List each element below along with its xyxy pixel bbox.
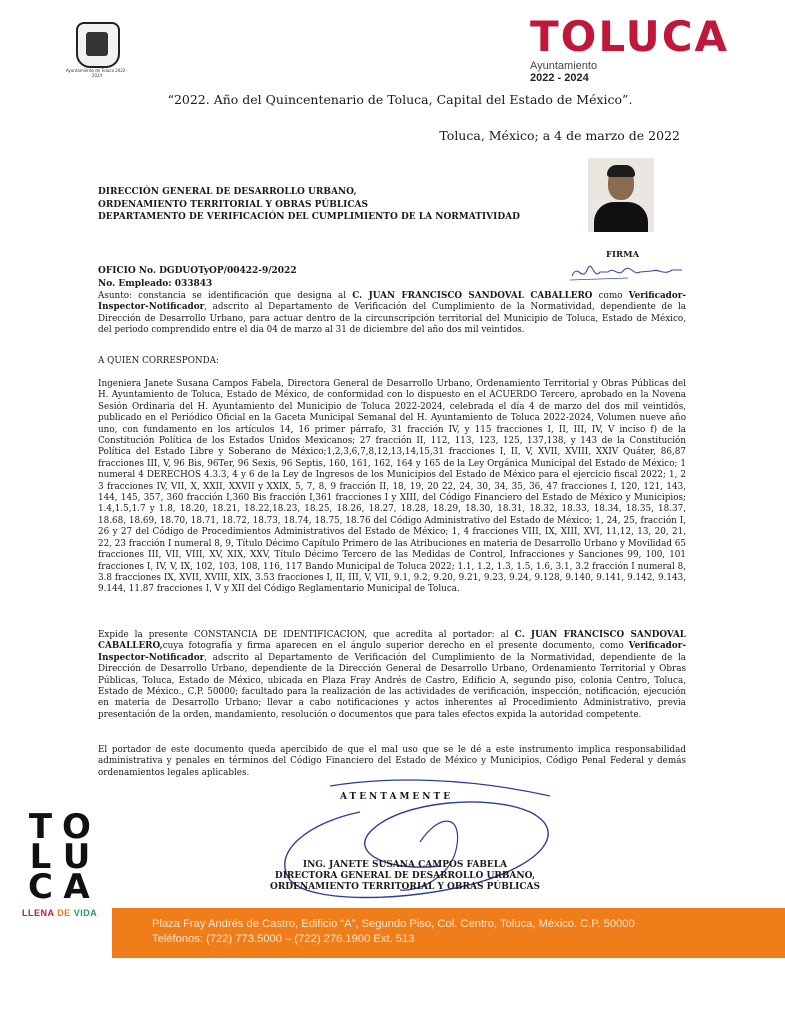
footer-contact-text (152, 917, 635, 947)
state-seal-logo (62, 20, 132, 80)
logo-letter: A (63, 867, 89, 907)
footer-phones: Teléfonos: (722) 773.5000 – (722) 276.1900 Ext. 513 (152, 933, 415, 945)
place-and-date: Toluca, México; a 4 de marzo de 2022 (439, 128, 680, 143)
department-line-3: DEPARTAMENTO DE VERIFICACIÓN DEL CUMPLIMIENTO DE LA NORMATIVIDAD (98, 212, 520, 222)
brand-word: TOLUCA (530, 12, 730, 61)
asunto-holder-name: C. JUAN FRANCISCO SANDOVAL CABALLERO (352, 291, 593, 301)
year-motto: “2022. Año del Quincentenario de Toluca, Capital del Estado de México”. (167, 92, 633, 107)
toluca-brand-logo (530, 12, 730, 84)
logo-letter: C (28, 867, 52, 907)
firma-label: FIRMA (606, 250, 640, 260)
asunto-text-c: , adscrito al Departamento de Verificación del Cumplimiento de la Normatividad, dependiente de la Dirección de Desarrollo Urbano, para actuar dentro de la circunscripción territorial del Municipio de Toluca, Estado de México, del periodo comprendido entre el día 04 de marzo al 31 de diciembre del año dos mil veintidos. (98, 302, 686, 336)
logo-tagline (22, 908, 108, 918)
logo-letter: T (28, 807, 52, 847)
id-photo (588, 158, 654, 232)
warning-paragraph: El portador de este documento queda apercibido de que el mal uso que se le dé a este instrumento implica responsabilidad administrativa y penales en términos del Código Financiero del Estado de México y Municipios, Código Penal Federal y demás ordenamientos legales aplicables. (98, 745, 686, 778)
signatory-block (250, 860, 560, 893)
salutation: A QUIEN CORRESPONDA: (98, 356, 220, 366)
signatory-name: ING. JANETE SUSANA CAMPOS FABELA (302, 860, 508, 870)
logo-letter: U (62, 837, 90, 877)
brand-years: 2022 - 2024 (530, 72, 589, 84)
brand-subtitle: Ayuntamiento (530, 60, 598, 72)
tagline-word-3: VIDA (73, 908, 98, 918)
tagline-word-2: DE (57, 908, 71, 918)
oficio-number: OFICIO No. DGDUOTyOP/00422-9/2022 (98, 266, 297, 276)
signatory-title-2: ORDENAMIENTO TERRITORIAL Y OBRAS PÚBLICAS (269, 882, 541, 892)
seal-caption: Ayuntamiento de Toluca 2022 - 2024 (65, 68, 129, 78)
asunto-paragraph (98, 291, 686, 337)
expide-text-a: Expide la presente CONSTANCIA DE IDENTIFICACION, que acredita al portador: al (98, 630, 515, 640)
department-line-2: ORDENAMIENTO TERRITORIAL Y OBRAS PÚBLICAS (98, 199, 369, 210)
closing-word: ATENTAMENTE (340, 792, 454, 802)
tagline-word-1: LLENA (22, 908, 55, 918)
coat-of-arms-icon (76, 22, 120, 68)
asunto-text-b: como (592, 291, 629, 301)
logo-letter: L (29, 837, 51, 877)
toluca-footer-logo (22, 807, 108, 918)
expide-paragraph (98, 630, 686, 721)
logo-letter: O (62, 807, 90, 847)
expide-holder-name: C. JUAN FRANCISCO SANDOVAL CABALLERO, (98, 630, 686, 652)
holder-signature-icon (568, 258, 686, 284)
footer-contact-bar (112, 908, 785, 958)
footer-address: Plaza Fray Andrés de Castro, Edificio “A”, Segundo Piso, Col. Centro, Toluca, México. C.P. 50000 (152, 918, 635, 930)
signatory-title-1: DIRECTORA GENERAL DE DESARROLLO URBANO, (274, 871, 536, 881)
employee-number: No. Empleado: 033843 (98, 279, 213, 289)
department-heading (98, 186, 520, 224)
asunto-role: Verificador-Inspector-Notificador (98, 291, 686, 313)
department-line-1: DIRECCIÓN GENERAL DE DESARROLLO URBANO, (98, 187, 357, 197)
legal-basis-paragraph: Ingeniera Janete Susana Campos Fabela, Directora General de Desarrollo Urbano, Ordenamiento Territorial y Obras Públicas del H. Ayuntamiento de Toluca, Estado de México, de conformidad con lo dispuesto en el ACUERDO Tercero, aprobado en la Novena Sesión Ordinaria del H. Ayuntamiento del Municipio de Toluca 2022-2024, celebrada el día 4 de marzo del dos mil veintidós, publicado en el Periódico Oficial en la Gaceta Municipal Semanal del H. Ayuntamiento de Toluca 2022-2024, Volumen nueve año uno, con fundamento en los artículos 14, 16 primer párrafo, 31 fracción IV, y 115 fracciones I, II, III, IV, V inciso f) de la Constitución Política de los Estados Unidos Mexicanos; 27 fracción II, 112, 113, 123, 125, 137,138, y 143 de la Constitución Política del Estado Libre y Soberano de México;1,2,3,6,7,8,12,13,14,15,31 fracciones I, II, V, XVII, XVIII, XXIV Quáter, 86,87 fracciones III, V, 96 Bis, 96Ter, 96 Sexis, 96 Septis, 160, 161, 162, 164 y 165 de la Ley Orgánica Municipal del Estado de México; 1 numeral 4 DERECHOS 4.3.3, 4 y 6 de la Ley de Ingresos de los Municipios del Estado de México para el ejercicio fiscal 2022; 1, 2 3 fracciones IV, VII, X, XXII, XXVII y XXIX, 5, 7, 8, 9 fracción II, 18, 19, 20 22, 24, 30, 34, 35, 36, 47 fracciones I, 120, 121, 143, 144, 145, 357, 360 fracción I,360 Bis fracción I,361 fracciones I y XIII, del Código Financiero del Estado de México y Municipios; 1.4,1.5,1.7 y 1.8, 18.20, 18.21, 18.22,18.23, 18.25, 18.26, 18.27, 18.28, 18.29, 18.30, 18.31, 18.32, 18.33, 18.34, 18.35, 18.37, 18.68, 18.69, 18.70, 18.71, 18.72, 18.73, 18.74, 18.75, 18.76 del Código Administrativo del Estado de México; 1, 24, 25, fracción I, 26 y 27 del Código de Procedimientos Administrativos del Estado de México; 1, 4 fracciones VIII, IX, XIII, XVI, 11,12, 13, 20, 21, 22, 23 fracción I numeral 8, 9, Título Décimo Capítulo Primero de las Atribuciones en materia de Desarrollo Urbano y Movilidad 65 fracciones III, VII, VIII, XV, XIX, XXV, Título Décimo Tercero de las Medidas de Control, Infracciones y Sanciones 99, 100, 101 fracciones I, IV, V, IX, 102, 103, 108, 116, 117 Bando Municipal de Toluca 2022; 1.1, 1.2, 1.3, 1.5, 1.6, 3.1, 3.2 fracción I numeral 8, 3.8 fracciones IX, XVII, XVIII, XIX, 3.53 fracciones I, II, III, V, VII, 9.1, 9.2, 9.20, 9.21, 9.23, 9.24, 9.128, 9.140, 9.141, 9.142, 9.143, 9.144, 11.87 fracciones I, V y XII del Código Reglamentario Municipal de Toluca. (98, 379, 686, 595)
expide-text-b: cuya fotografía y firma aparecen en el ángulo superior derecho en el presente documento, como (162, 641, 629, 652)
expide-text-c: , adscrito al Departamento de Verificación del Cumplimiento de la Normatividad, dependiente de la Dirección de Desarrollo Urbano, dependiente de la Dirección General de Desarrollo Urbano, Ordenamiento Territorial y Obras Públicas, Toluca, Estado de México, ubicada en Plaza Fray Andrés de Castro, Edificio A, segundo piso, colonia Centro, Toluca, Estado de México., C.P. 50000; facultado para la realización de las actividades de verificación, inspección, notificación, ejecución en materia de Desarrollo Urbano; llevar a cabo notificaciones y actos inherentes al Procedimiento Administrativo, previa presentación de la orden, mandamiento, resolución o documentos que para tales efectos expida la autoridad competente. (98, 652, 686, 720)
asunto-text-a: Asunto: constancia se identificación que designa al (98, 291, 353, 301)
expide-role: Verificador-Inspector-Notificador (98, 641, 686, 663)
